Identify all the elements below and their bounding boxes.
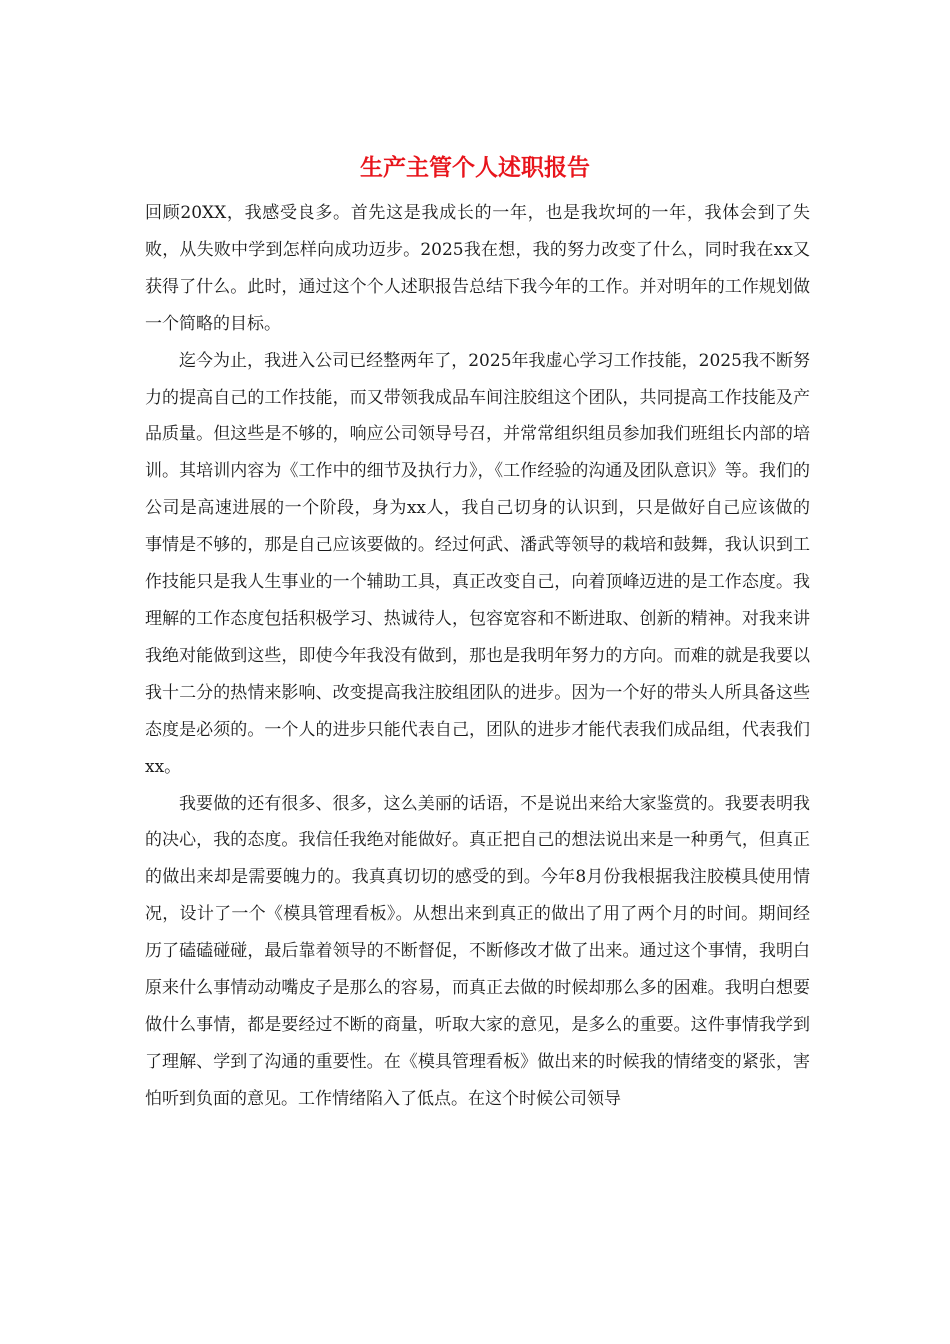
document-body [145,195,810,1118]
paragraph-3: 我要做的还有很多、很多，这么美丽的话语，不是说出来给大家鉴赏的。我要表明我的决心，我的态度。我信任我绝对能做好。真正把自己的想法说出来是一种勇气，但真正的做出来却是需要魄力的。我真真切切的感受的到。今年8月份我根据我注胶模具使用情况，设计了一个《模具管理看板》。从想出来到真正的做出了用了两个月的时间。期间经历了磕磕碰碰，最后靠着领导的不断督促，不断修改才做了出来。通过这个事情，我明白原来什么事情动动嘴皮子是那么的容易，而真正去做的时候却那么多的困难。我明白想要做什么事情，都是要经过不断的商量，听取大家的意见，是多么的重要。这件事情我学到了理解、学到了沟通的重要性。在《模具管理看板》做出来的时候我的情绪变的紧张，害怕听到负面的意见。工作情绪陷入了低点。在这个时候公司领导 [145,793,810,1109]
document-title: 生产主管个人述职报告 [360,154,590,181]
paragraph-2: 迄今为止，我进入公司已经整两年了，2025年我虚心学习工作技能，2025我不断努力的提高自己的工作技能，而又带领我成品车间注胶组这个团队，共同提高工作技能及产品质量。但这些是不够的，响应公司领导号召，并常常组织组员参加我们班组长内部的培训。其培训内容为《工作中的细节及执行力》，《工作经验的沟通及团队意识》等。我们的公司是高速进展的一个阶段，身为xx人，我自己切身的认识到，只是做好自己应该做的事情是不够的，那是自己应该要做的。经过何武、潘武等领导的栽培和鼓舞，我认识到工作技能只是我人生事业的一个辅助工具，真正改变自己，向着顶峰迈进的是工作态度。我理解的工作态度包括积极学习、热诚待人，包容宽容和不断进取、创新的精神。对我来讲我绝对能做到这些，即使今年我没有做到，那也是我明年努力的方向。而难的就是我要以我十二分的热情来影响、改变提高我注胶组团队的进步。因为一个好的带头人所具备这些态度是必须的。一个人的进步只能代表自己，团队的进步才能代表我们成品组，代表我们xx。 [145,350,810,777]
paragraph-1: 回顾20XX，我感受良多。首先这是我成长的一年，也是我坎坷的一年，我体会到了失败，从失败中学到怎样向成功迈步。2025我在想，我的努力改变了什么，同时我在xx又获得了什么。此时，通过这个个人述职报告总结下我今年的工作。并对明年的工作规划做一个简略的目标。 [145,203,810,334]
